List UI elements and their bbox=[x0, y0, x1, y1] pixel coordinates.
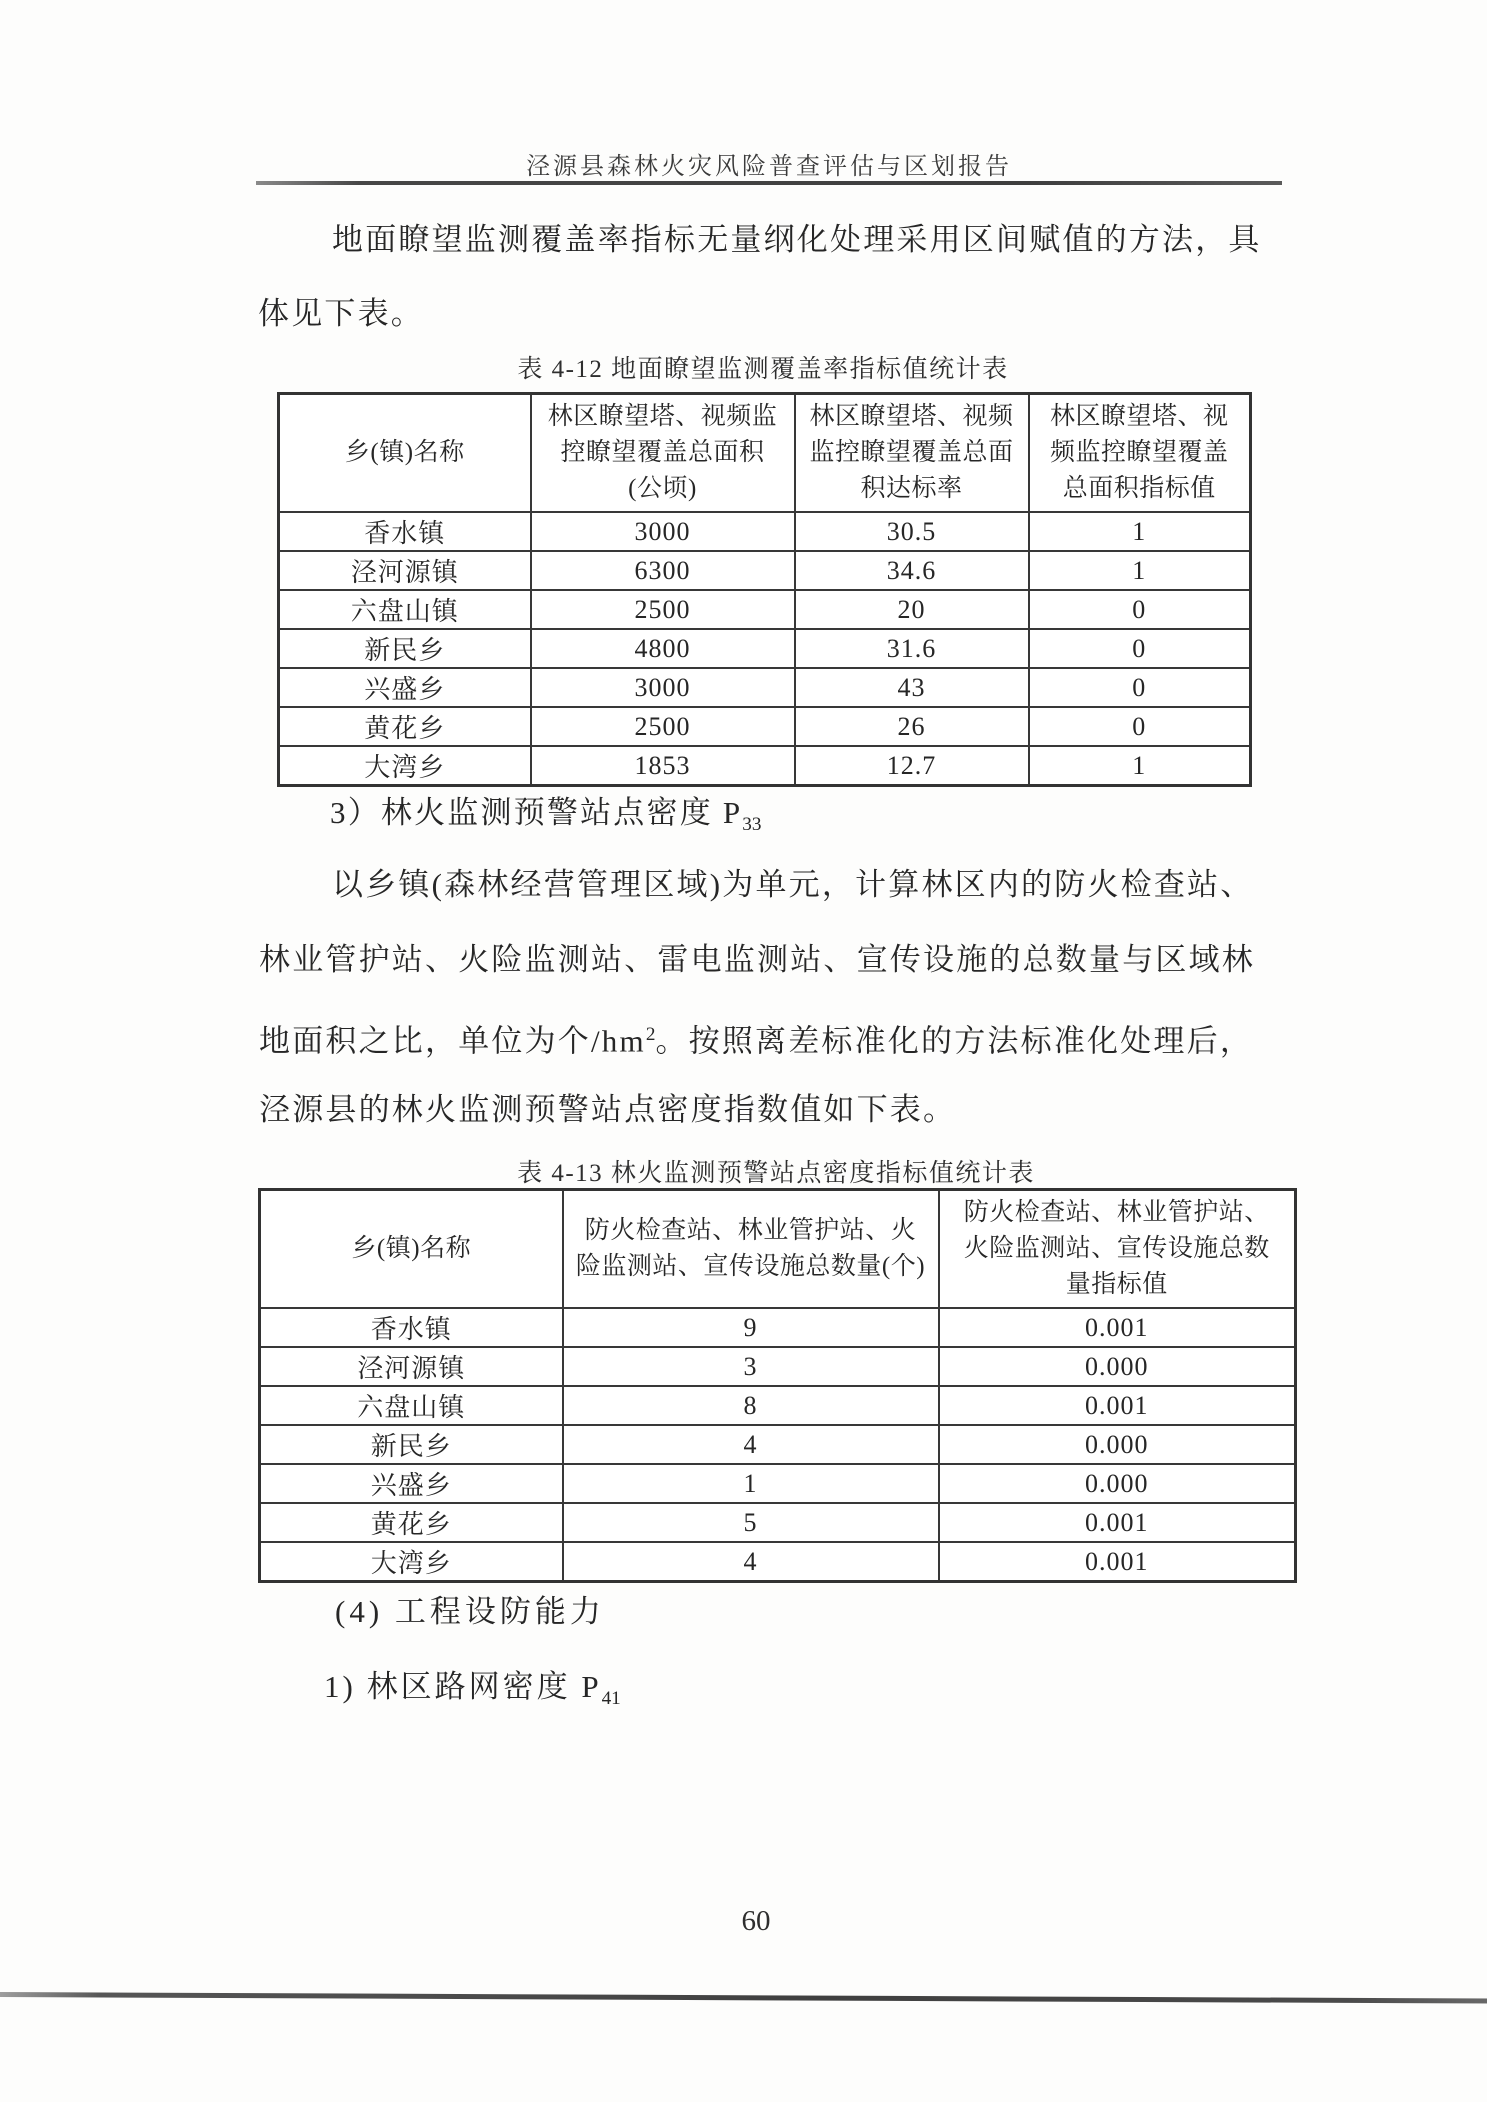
table-cell: 8 bbox=[563, 1386, 939, 1425]
section-3-paragraph-line-2: 林业管护站、火险监测站、雷电监测站、宣传设施的总数量与区域林 bbox=[259, 942, 1255, 977]
table-cell: 5 bbox=[563, 1503, 939, 1542]
line-3-text: 地面积之比，单位为个/hm bbox=[259, 1023, 646, 1059]
table-cell: 4 bbox=[563, 1425, 939, 1464]
table-cell: 兴盛乡 bbox=[279, 668, 531, 707]
table-row bbox=[260, 1503, 1296, 1542]
table-4-13-density-stats bbox=[258, 1188, 1297, 1583]
table-cell: 1 bbox=[1029, 512, 1251, 551]
table-cell: 泾河源镇 bbox=[279, 551, 531, 590]
report-header-title: 泾源县森林火灾风险普查评估与区划报告 bbox=[526, 154, 1012, 180]
table-cell: 1853 bbox=[531, 746, 795, 786]
table-cell: 4800 bbox=[531, 629, 795, 668]
table-cell: 黄花乡 bbox=[260, 1503, 563, 1542]
table-row bbox=[260, 1308, 1296, 1347]
table-row bbox=[260, 1386, 1296, 1425]
table-row bbox=[260, 1464, 1296, 1503]
table-cell: 3000 bbox=[531, 512, 795, 551]
table-cell: 1 bbox=[1029, 551, 1251, 590]
table-header-row bbox=[260, 1190, 1296, 1309]
table-cell: 0.001 bbox=[939, 1308, 1296, 1347]
page-number: 60 bbox=[741, 1905, 771, 1937]
column-header: 防火检查站、林业管护站、火险监测站、宣传设施总数量(个) bbox=[563, 1190, 939, 1309]
intro-paragraph-line-2: 体见下表。 bbox=[258, 296, 424, 331]
table-cell: 12.7 bbox=[795, 746, 1029, 786]
table-4-12-coverage-stats bbox=[277, 392, 1252, 787]
table-cell: 6300 bbox=[531, 551, 795, 590]
table-cell: 0.001 bbox=[939, 1542, 1296, 1582]
column-header: 防火检查站、林业管护站、火险监测站、宣传设施总数量指标值 bbox=[939, 1190, 1296, 1309]
table-cell: 新民乡 bbox=[279, 629, 531, 668]
section-3-paragraph-line-3 bbox=[259, 1013, 1253, 1063]
table-cell: 泾河源镇 bbox=[260, 1347, 563, 1386]
section-4-heading: (4) 工程设防能力 bbox=[335, 1594, 605, 1629]
table-cell: 0 bbox=[1029, 707, 1251, 746]
section-4-1-heading-text: 1) 林区路网密度 P bbox=[324, 1669, 602, 1704]
scan-artifact-line bbox=[0, 1992, 1487, 2004]
intro-paragraph-line-1: 地面瞭望监测覆盖率指标无量纲化处理采用区间赋值的方法，具 bbox=[332, 222, 1262, 257]
table-cell: 0.000 bbox=[939, 1425, 1296, 1464]
table-cell: 34.6 bbox=[795, 551, 1029, 590]
table-cell: 0.000 bbox=[939, 1464, 1296, 1503]
table-cell: 新民乡 bbox=[260, 1425, 563, 1464]
table-cell: 2500 bbox=[531, 590, 795, 629]
table-cell: 0.001 bbox=[939, 1386, 1296, 1425]
table-cell: 黄花乡 bbox=[279, 707, 531, 746]
table-cell: 1 bbox=[563, 1464, 939, 1503]
table-row bbox=[279, 551, 1251, 590]
table-cell: 9 bbox=[563, 1308, 939, 1347]
table-cell: 0.001 bbox=[939, 1503, 1296, 1542]
table-row bbox=[279, 512, 1251, 551]
section-3-paragraph-line-4: 泾源县的林火监测预警站点密度指数值如下表。 bbox=[259, 1092, 957, 1127]
table-cell: 20 bbox=[795, 590, 1029, 629]
table-cell: 1 bbox=[1029, 746, 1251, 786]
section-3-paragraph-line-1: 以乡镇(森林经营管理区域)为单元，计算林区内的防火检查站、 bbox=[332, 867, 1254, 902]
table-row bbox=[279, 707, 1251, 746]
table-cell: 2500 bbox=[531, 707, 795, 746]
column-header: 林区瞭望塔、视频监控瞭望覆盖总面积达标率 bbox=[795, 394, 1029, 513]
header-divider-rule bbox=[256, 181, 1282, 185]
line-3-text: 。按照离差标准化的方法标准化处理后， bbox=[655, 1023, 1254, 1059]
column-header: 乡(镇)名称 bbox=[279, 394, 531, 513]
table-cell: 0 bbox=[1029, 629, 1251, 668]
section-4-1-heading-subscript: 41 bbox=[601, 1688, 621, 1710]
section-3-heading-text: 3）林火监测预警站点密度 P bbox=[330, 795, 743, 830]
table-cell: 兴盛乡 bbox=[260, 1464, 563, 1503]
column-header: 乡(镇)名称 bbox=[260, 1190, 563, 1309]
section-4-1-heading bbox=[324, 1665, 621, 1721]
table-cell: 3000 bbox=[531, 668, 795, 707]
table-cell: 香水镇 bbox=[279, 512, 531, 551]
table-row bbox=[279, 590, 1251, 629]
column-header: 林区瞭望塔、视频监控瞭望覆盖总面积指标值 bbox=[1029, 394, 1251, 513]
column-header: 林区瞭望塔、视频监控瞭望覆盖总面积(公顷) bbox=[531, 394, 795, 513]
table-cell: 0.000 bbox=[939, 1347, 1296, 1386]
section-3-heading bbox=[330, 791, 762, 847]
table-cell: 31.6 bbox=[795, 629, 1029, 668]
table-cell: 六盘山镇 bbox=[260, 1386, 563, 1425]
table-cell: 3 bbox=[563, 1347, 939, 1386]
table-row bbox=[279, 668, 1251, 707]
table-row bbox=[260, 1347, 1296, 1386]
table-cell: 0 bbox=[1029, 590, 1251, 629]
table-cell: 大湾乡 bbox=[260, 1542, 563, 1582]
table-cell: 4 bbox=[563, 1542, 939, 1582]
line-3-superscript: 2 bbox=[645, 1024, 656, 1045]
table-cell: 六盘山镇 bbox=[279, 590, 531, 629]
table-row bbox=[279, 629, 1251, 668]
table-cell: 26 bbox=[795, 707, 1029, 746]
table-row bbox=[260, 1425, 1296, 1464]
table-header-row bbox=[279, 394, 1251, 513]
section-3-heading-subscript: 33 bbox=[742, 814, 762, 836]
table-cell: 43 bbox=[795, 668, 1029, 707]
table-4-13-caption: 表 4-13 林火监测预警站点密度指标值统计表 bbox=[517, 1160, 1035, 1187]
table-cell: 0 bbox=[1029, 668, 1251, 707]
table-row bbox=[260, 1542, 1296, 1582]
table-cell: 香水镇 bbox=[260, 1308, 563, 1347]
table-4-12-caption: 表 4-12 地面瞭望监测覆盖率指标值统计表 bbox=[517, 356, 1009, 383]
table-cell: 30.5 bbox=[795, 512, 1029, 551]
table-row bbox=[279, 746, 1251, 786]
table-cell: 大湾乡 bbox=[279, 746, 531, 786]
